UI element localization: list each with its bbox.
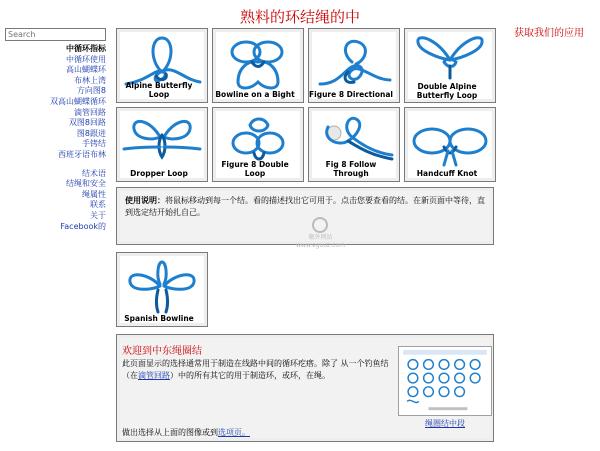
sidebar-link-rope-properties[interactable]: 绳属性 — [82, 189, 106, 199]
knot-thumbnail — [216, 32, 300, 99]
sidebar-link-contact[interactable]: 联系 — [90, 200, 106, 210]
welcome-text-before: 此页面显示的选择通常用于制造在线路中间的循环疙瘩。除了 从一个钓鱼结（在 — [122, 359, 389, 380]
watermark — [296, 217, 345, 250]
sidebar-item-figure-8-directional[interactable]: 方向图8 — [76, 86, 106, 96]
knot-label: Alpine Butterfly Loop — [125, 81, 193, 99]
instructions-label: 使用说明： — [125, 196, 165, 205]
footer-text: 做出选择从上面的图像或到 — [122, 428, 218, 437]
sidebar-item-dropper-loop[interactable]: 滴管回路 — [74, 107, 106, 117]
knot-label: Figure 8 Double Loop — [221, 160, 289, 178]
welcome-footer — [122, 428, 250, 438]
knot-card-fig-8-follow-through[interactable] — [308, 107, 400, 182]
get-app-link[interactable]: 获取我们的应用 — [514, 28, 584, 39]
poster-caption[interactable]: 绳圈结中段 — [425, 419, 465, 428]
watermark-logo-icon — [312, 217, 328, 233]
figure-8-directional-icon — [312, 32, 396, 99]
knot-label: Handcuff Knot — [416, 169, 478, 178]
welcome-text — [122, 358, 390, 382]
sidebar-knot-list — [5, 44, 106, 161]
search-input[interactable] — [5, 28, 106, 41]
sidebar-link-about[interactable]: 关于 — [90, 210, 106, 220]
knot-card-spanish-bowline[interactable] — [116, 252, 208, 327]
knot-card-figure-8-directional[interactable] — [308, 28, 400, 103]
sidebar-link-facebook[interactable]: Facebook的 — [60, 221, 106, 231]
welcome-inner — [120, 338, 490, 438]
poster-thumbnail[interactable] — [398, 346, 492, 416]
knot-thumbnail — [120, 256, 204, 323]
knot-thumbnail — [120, 111, 204, 178]
instructions-panel — [116, 187, 494, 249]
watermark-line2: www.egouz.com — [296, 242, 345, 249]
knot-card-handcuff-knot[interactable] — [404, 107, 496, 182]
welcome-panel — [116, 334, 494, 442]
knot-poster-icon — [399, 347, 491, 415]
knot-label: Bowline on a Bight — [215, 90, 295, 99]
sidebar-item-mid-loop-usage[interactable]: 中循环使用 — [66, 54, 106, 64]
sidebar-item-double-alpine-butterfly[interactable]: 双高山蝴蝶循环 — [50, 96, 106, 106]
knot-thumbnail — [312, 32, 396, 99]
handcuff-knot-icon — [408, 111, 492, 178]
dropper-loop-icon — [120, 111, 204, 178]
watermark-line1: 聚外网站 — [308, 234, 333, 241]
knot-label: Figure 8 Directional — [309, 90, 393, 99]
sidebar-item-figure-8-double-loop[interactable]: 双图8回路 — [68, 118, 106, 128]
sidebar-item-fig-8-follow-through[interactable]: 图8跟进 — [76, 128, 106, 138]
sidebar-item-mid-loop-index[interactable]: 中循环指标 — [66, 44, 106, 53]
knot-thumbnail — [408, 111, 492, 178]
sidebar-item-spanish-bowline[interactable]: 西班牙语布林 — [58, 149, 106, 159]
sidebar-link-terminology[interactable]: 结术语 — [82, 168, 106, 178]
instructions-text: 将鼠标移动到每一个结。看的描述找出它可用于。点击您要查看的结。在新页面中等待，直到选定结开始扎自己。 — [125, 196, 485, 217]
spanish-bowline-icon — [120, 256, 204, 323]
bowline-on-a-bight-icon — [216, 32, 300, 99]
sidebar-item-handcuff-knot[interactable]: 手铐结 — [82, 139, 106, 149]
knot-card-double-alpine-butterfly[interactable] — [404, 28, 496, 103]
knot-card-dropper-loop[interactable] — [116, 107, 208, 182]
site-title: 熟料的环结绳的中 — [239, 8, 360, 26]
instructions-inner — [120, 191, 490, 249]
sidebar-nav — [5, 44, 106, 232]
knot-label: Spanish Bowline — [124, 314, 194, 323]
options-page-link[interactable]: 选项页。 — [218, 428, 250, 437]
knot-card-figure-8-double-loop[interactable] — [212, 107, 304, 182]
knot-card-alpine-butterfly[interactable] — [116, 28, 208, 103]
sidebar-info-links — [5, 169, 106, 233]
sidebar-item-bowline-on-bight[interactable]: 布林上湾 — [74, 75, 106, 85]
sidebar-item-alpine-butterfly[interactable]: 高山蝴蝶环 — [66, 65, 106, 75]
knot-label: Fig 8 Follow Through — [325, 160, 377, 178]
welcome-heading: 欢迎到中东绳圈结 — [122, 346, 202, 357]
welcome-text-after: ）中的所有其它的用于制造环，或环，在绳。 — [170, 371, 330, 380]
knot-card-bowline-on-bight[interactable] — [212, 28, 304, 103]
dropper-loop-link[interactable]: 滴管回路 — [138, 371, 170, 380]
knot-label: Double Alpine Butterfly Loop — [416, 82, 478, 100]
knot-label: Dropper Loop — [130, 169, 188, 178]
sidebar-link-safety[interactable]: 结绳和安全 — [66, 179, 106, 189]
